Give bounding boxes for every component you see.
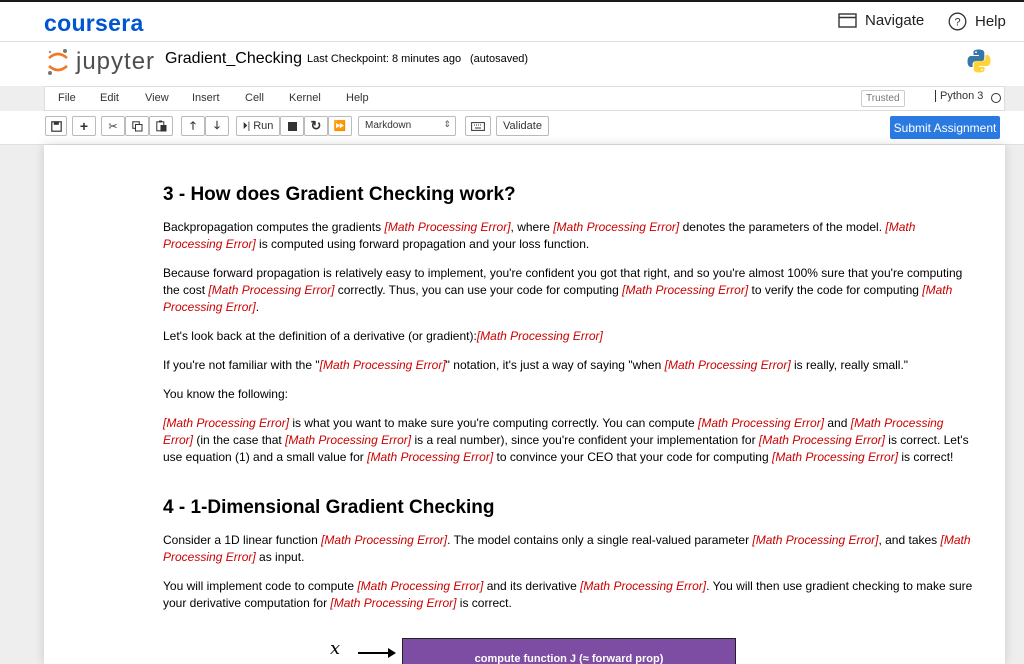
diagram-input-variable: x [330,638,341,659]
paragraph: Let's look back at the definition of a derivative (or gradient):[Math Processing Error] [163,329,603,343]
math-error: [Math Processing Error] [664,358,791,372]
paste-icon [156,120,167,132]
diagram-arrow [358,652,390,654]
diagram-arrow-head [388,648,396,658]
math-error: [Math Processing Error] [758,433,885,447]
coursera-header [0,0,1024,42]
save-icon [51,121,62,132]
copy-icon [132,121,143,132]
save-button[interactable] [45,116,67,136]
jupyter-header [0,42,1024,86]
menu-help[interactable]: Help [346,92,369,104]
menu-view[interactable]: View [145,92,169,104]
python-logo-icon [966,48,992,74]
math-error: [Math Processing Error] [285,433,412,447]
validate-button[interactable]: Validate [496,116,549,136]
section-4-heading: 4 - 1-Dimensional Gradient Checking [163,497,495,518]
scissors-icon: ✂ [108,120,118,133]
paragraph: If you're not familiar with the "[Math Processing Error]" notation, it's just a way of saying "when [Math Processing Error] is really, really small." [163,358,909,372]
menubar [44,86,1005,111]
gradient-diagram [330,638,770,664]
paragraph: Consider a 1D linear function [Math Processing Error]. The model contains only a single real-valued parameter [Math Processing Error], and takes [Math Processing Error] as input. [163,533,971,564]
paragraph: [Math Processing Error] is what you want to make sure you're computing correctly. You can compute [Math Processing Error] and [Math Processing Error] (in the case that [Math Processing Error] is a real number), since you're confident your implementation for [Math Processing Error] is correct. Let's use equation (1) and a small value for [Math Processing Error] to convince your CEO that your code for computing [Math Processing Error] is correct! [163,416,969,464]
jupyter-logo-text: jupyter [76,48,156,75]
notebook-name[interactable]: Gradient_Checking [165,50,302,67]
math-error: [Math Processing Error] [163,416,944,447]
cut-button[interactable] [101,116,125,136]
section-3-heading: 3 - How does Gradient Checking work? [163,184,516,205]
math-error: [Math Processing Error] [330,596,457,610]
math-error: [Math Processing Error] [367,450,494,464]
autosave-status: (autosaved) [470,53,529,65]
add-cell-button[interactable] [72,116,96,136]
paragraph: You know the following: [163,387,288,401]
math-error: [Math Processing Error] [698,416,825,430]
cell-type-select[interactable] [358,116,456,136]
move-down-button[interactable] [205,116,229,136]
math-error: [Math Processing Error] [476,329,603,343]
select-arrows-icon: ⇕ [443,119,451,129]
menu-cell[interactable]: Cell [245,92,264,104]
fast-forward-icon: ⏩ [333,120,347,132]
help-label: Help [975,13,1006,30]
navigate-label: Navigate [865,12,925,29]
interrupt-button[interactable] [280,116,304,136]
paragraph: Backpropagation computes the gradients [Math Processing Error], where [Math Processing Error] denotes the parameters of the model. [Math Processing Error] is computed using forward propagation and your loss function. [163,220,916,251]
math-error: [Math Processing Error] [208,283,335,297]
paragraph: You will implement code to compute [Math Processing Error] and its derivative [Math Processing Error]. You will then use gradient checking to make sure your derivative computation for [Math Processing Error] is correct. [163,579,973,610]
markdown-cell[interactable] [163,183,975,624]
math-error: [Math Processing Error] [622,283,749,297]
math-error: [Math Processing Error] [163,220,916,251]
run-button[interactable] [236,116,280,136]
math-error: [Math Processing Error] [163,416,290,430]
refresh-icon: ↻ [310,118,322,133]
jupyter-orbit-icon [46,47,70,77]
math-error: [Math Processing Error] [771,450,899,464]
keyboard-icon [471,122,485,131]
coursera-logo[interactable]: coursera [44,10,144,36]
trusted-indicator[interactable]: Trusted [861,90,905,107]
run-label: Run [253,120,274,132]
jupyter-logo[interactable] [46,47,155,77]
notebook-container [44,145,1005,664]
kernel-idle-indicator [991,93,1001,103]
math-error: [Math Processing Error] [163,533,971,564]
restart-button[interactable] [304,116,328,136]
copy-button[interactable] [125,116,149,136]
plus-icon: + [79,118,89,134]
menu-kernel[interactable]: Kernel [289,92,321,104]
math-error: [Math Processing Error] [319,358,446,372]
kernel-name[interactable]: Python 3 [935,90,983,102]
help-circle-icon [948,12,967,31]
cell-type-value: Markdown [365,120,412,131]
checkpoint-status: Last Checkpoint: 8 minutes ago [307,53,462,65]
stop-icon [288,122,297,131]
math-error: [Math Processing Error] [553,220,680,234]
restart-run-all-button[interactable] [328,116,352,136]
arrow-down-icon: 🡓 [214,119,220,132]
math-error: [Math Processing Error] [580,579,707,593]
math-error: [Math Processing Error] [321,533,448,547]
svg-text:?: ? [954,16,961,29]
math-error: [Math Processing Error] [163,283,953,314]
command-palette-button[interactable] [465,116,491,136]
menu-insert[interactable]: Insert [192,92,220,104]
math-error: [Math Processing Error] [384,220,511,234]
submit-assignment-button[interactable]: Submit Assignment [890,116,1000,139]
arrow-up-icon: 🡑 [190,119,196,132]
toolbar [0,111,1024,145]
step-forward-icon: ⏵| [242,120,251,132]
menu-file[interactable]: File [58,92,76,104]
math-error: [Math Processing Error] [357,579,484,593]
paste-button[interactable] [149,116,173,136]
window-icon [838,13,857,28]
math-error: [Math Processing Error] [752,533,879,547]
diagram-forward-prop-box: compute function J (≈ forward prop) [402,638,736,664]
move-up-button[interactable] [181,116,205,136]
paragraph: Because forward propagation is relatively easy to implement, you're confident you got that right, and so you're almost 100% sure that you're computing the cost [Math Processing Error] correctly. Thus, you can use your code for computing [Math Processing Error] to verify the code for computing [Math Processing Error]. [163,266,963,314]
navigate-button[interactable] [838,12,924,29]
help-button[interactable] [948,12,1006,31]
menu-edit[interactable]: Edit [100,92,119,104]
